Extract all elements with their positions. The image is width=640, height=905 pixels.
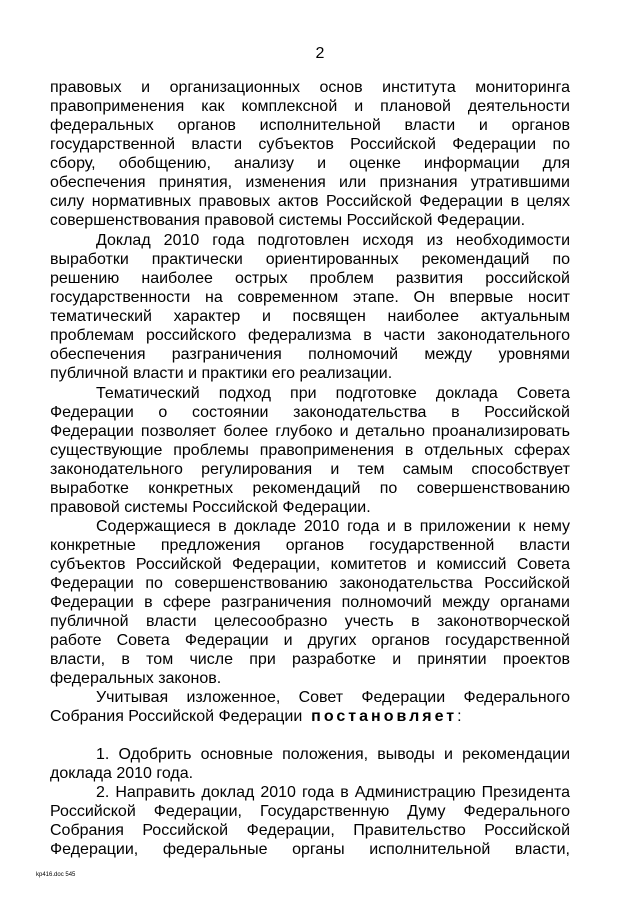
- text-line: обеспечения принятия, изменения или признания утратившими: [50, 174, 570, 191]
- text-line: обеспечения разграничения полномочий между уровнями: [50, 346, 570, 363]
- text-line: доклада 2010 года.: [50, 765, 194, 782]
- text-line: субъектов Российской Федерации, комитетов и комиссий Совета: [50, 556, 570, 573]
- text-line: [50, 707, 570, 726]
- paragraph: [50, 231, 570, 383]
- text-line: Федерации позволяет более глубоко и детально проанализировать: [50, 423, 570, 440]
- text-line: Тематический подход при подготовке доклада Совета: [96, 385, 570, 402]
- document-footer: kp416.doc 545: [36, 872, 76, 878]
- text-line: сбору, обобщению, анализу и оценке информации для: [50, 155, 570, 172]
- text-line: Федерации по совершенствованию законодательства Российской: [50, 575, 570, 592]
- text-line: тематический характер и посвящен наиболее актуальным: [50, 308, 570, 325]
- paragraph: [50, 688, 570, 726]
- text-line: Содержащиеся в докладе 2010 года и в приложении к нему: [96, 518, 570, 535]
- page-number: 2: [315, 45, 325, 62]
- text-line: публичной власти и практики его реализации.: [50, 365, 393, 382]
- text-line: федеральных органов исполнительной власти и органов: [50, 117, 570, 134]
- text-line: работе Совета Федерации и других органов государственной: [50, 632, 570, 649]
- text-line: 1. Одобрить основные положения, выводы и рекомендации: [96, 746, 570, 763]
- text-line: государственности на современном этапе. Он впервые носит: [50, 289, 570, 306]
- paragraph: [50, 384, 570, 517]
- text-line: проблемам российского федерализма в части законодательного: [50, 327, 570, 344]
- text-line: совершенствования правовой системы Российской Федерации.: [50, 212, 526, 229]
- emphasized-word: постановляет: [311, 708, 458, 725]
- text-line: конкретные предложения органов государственной власти: [50, 537, 570, 554]
- text-line: федеральных законов.: [50, 670, 222, 687]
- text-line: государственной власти субъектов Российской Федерации по: [50, 136, 570, 153]
- text-line: Российской Федерации, Государственную Думу Федерального: [50, 803, 570, 820]
- list-item: [50, 783, 570, 859]
- text-line: силу нормативных правовых актов Российской Федерации в целях: [50, 193, 570, 210]
- text-line: правовых и организационных основ института мониторинга: [50, 79, 570, 96]
- text-line: Учитывая изложенное, Совет Федерации Федерального: [96, 689, 570, 706]
- text-line: правовой системы Российской Федерации.: [50, 499, 371, 516]
- text-line: 2. Направить доклад 2010 года в Администрацию Президента: [96, 784, 570, 801]
- text-line: выработки практически ориентированных рекомендаций по: [50, 251, 570, 268]
- text-line: Собрания Российской Федерации, Правительство Российской: [50, 822, 570, 839]
- text-line: Доклад 2010 года подготовлен исходя из необходимости: [96, 232, 570, 249]
- text-line: Федерации о состоянии законодательства в Российской: [50, 404, 570, 421]
- list-item: [50, 745, 570, 783]
- paragraph: [50, 517, 570, 688]
- text-line: существующие проблемы правоприменения в отдельных сферах: [50, 442, 570, 459]
- text-fragment: :: [457, 708, 462, 725]
- text-line: власти, в том числе при разработке и принятии проектов: [50, 651, 570, 668]
- text-line: публичной власти целесообразно учесть в законотворческой: [50, 613, 570, 630]
- text-line: Федерации в сфере разграничения полномочий между органами: [50, 594, 570, 611]
- text-line: Федерации, федеральные органы исполнительной власти,: [50, 841, 570, 858]
- text-line: выработке конкретных рекомендаций по совершенствованию: [50, 480, 570, 497]
- paragraph: [50, 78, 570, 230]
- text-line: правоприменения как комплексной и плановой деятельности: [50, 98, 570, 115]
- text-line: законодательного регулирования и тем самым способствует: [50, 461, 570, 478]
- text-fragment: Собрания Российской Федерации: [50, 708, 303, 725]
- text-line: решению наиболее острых проблем развития российской: [50, 270, 570, 287]
